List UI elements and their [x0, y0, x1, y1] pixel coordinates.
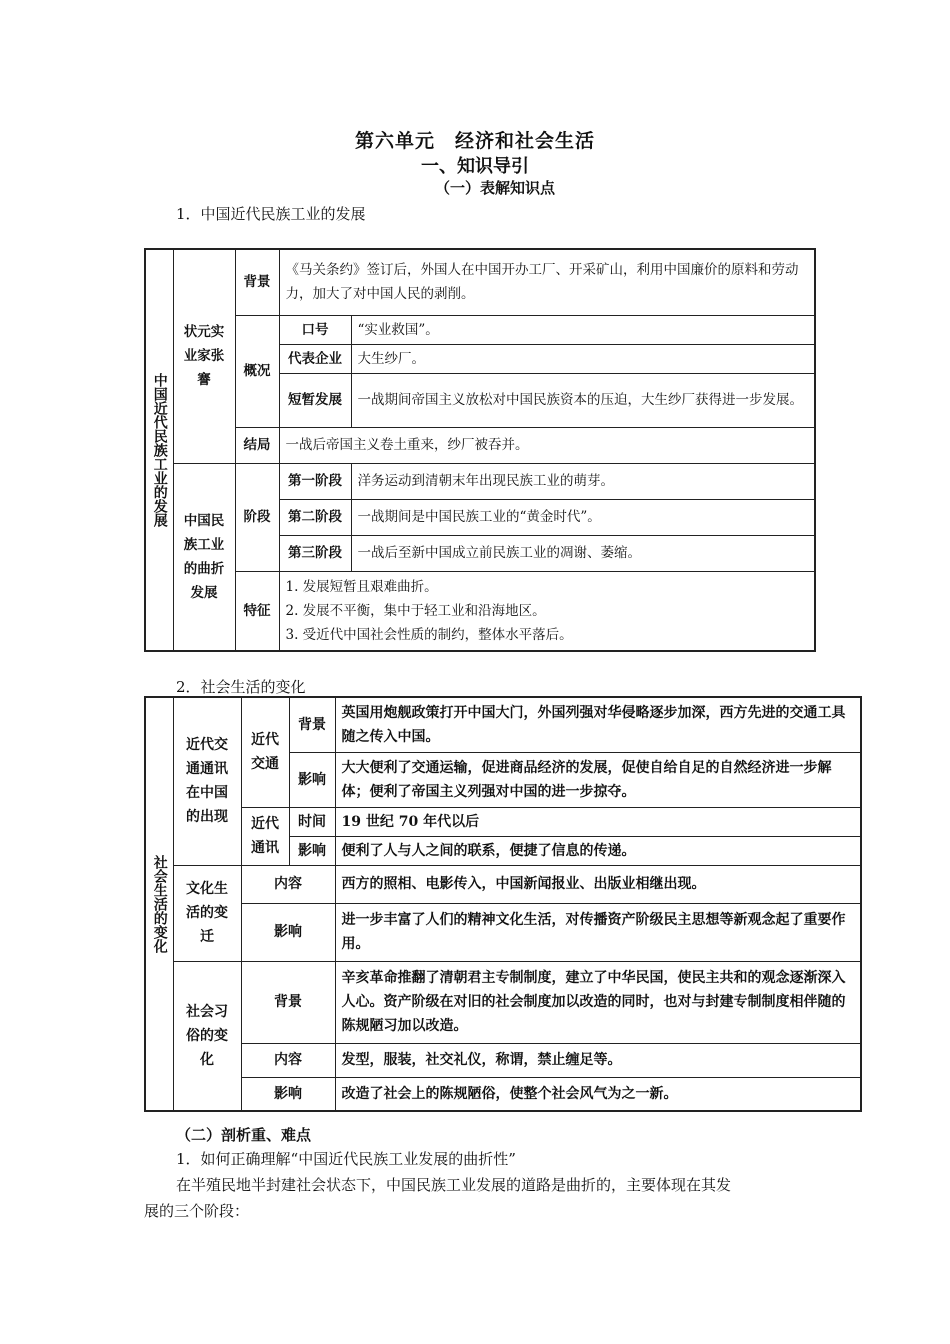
stage3-text: 一战后至新中国成立前民族工业的凋谢、萎缩。: [351, 535, 815, 571]
feature-list: [279, 571, 815, 651]
social-main-label: 社会生活的变化: [145, 697, 173, 1111]
section2-heading: 2．社会生活的变化: [176, 678, 306, 696]
section1-heading: 1．中国近代民族工业的发展: [176, 205, 366, 223]
stage1-text: 洋务运动到清朝末年出现民族工业的萌芽。: [351, 463, 815, 499]
overview-label: 概况: [235, 315, 279, 427]
rep-company-text: 大生纱厂。: [351, 344, 815, 373]
custom-effect-label: 影响: [241, 1077, 335, 1111]
stage2-text: 一战期间是中国民族工业的“黄金时代”。: [351, 499, 815, 535]
culture-content-text: 西方的照相、电影传入，中国新闻报业、出版业相继出现。: [335, 865, 861, 903]
paragraph-line-1: 在半殖民地半封建社会状态下，中国民族工业发展的道路是曲折的，主要体现在其发: [176, 1176, 732, 1194]
transport-effect-label: 影响: [289, 752, 335, 807]
industry-main-label: 中国近代民族工业的发展: [145, 249, 173, 651]
part-title: 一、知识导引: [421, 156, 529, 177]
social-life-table: [144, 696, 862, 1112]
background-text: 《马关条约》签订后，外国人在中国开办工厂、开采矿山，利用中国廉价的原料和劳动力，加大了对中国人民的剥削。: [279, 249, 815, 315]
comm-label: 近代通讯: [241, 807, 289, 865]
zigzag-dev-label: 中国民族工业的曲折发展: [173, 463, 235, 651]
paragraph-line-2: 展的三个阶段：: [144, 1202, 250, 1220]
question-1: 1．如何正确理解“中国近代民族工业发展的曲折性”: [176, 1150, 516, 1168]
industry-table: [144, 248, 816, 652]
stage-label: 阶段: [235, 463, 279, 571]
culture-content-label: 内容: [241, 865, 335, 903]
transport-effect-text: 大大便利了交通运输，促进商品经济的发展，促使自给自足的自然经济进一步解体；便利了帝国主义列强对中国的进一步掠夺。: [335, 752, 861, 807]
custom-content-text: 发型，服装，社交礼仪，称谓，禁止缠足等。: [335, 1043, 861, 1077]
zhangjian-label: 状元实业家张謇: [173, 249, 235, 463]
feature-label: 特征: [235, 571, 279, 651]
transport-bg-text: 英国用炮舰政策打开中国大门，外国列强对华侵略逐步加深，西方先进的交通工具随之传入中国。: [335, 697, 861, 752]
stage3-label: 第三阶段: [279, 535, 351, 571]
slogan-label: 口号: [279, 315, 351, 344]
sub-title: （一）表解知识点: [434, 179, 555, 197]
brief-dev-label: 短暂发展: [279, 373, 351, 427]
stage1-label: 第一阶段: [279, 463, 351, 499]
result-text: 一战后帝国主义卷土重来，纱厂被吞并。: [279, 427, 815, 463]
custom-bg-text: 辛亥革命推翻了清朝君主专制制度，建立了中华民国，使民主共和的观念逐渐深入人心。资产阶级在对旧的社会制度加以改造的同时，也对与封建专制制度相伴随的陈规陋习加以改造。: [335, 961, 861, 1043]
transport-bg-label: 背景: [289, 697, 335, 752]
brief-dev-text: 一战期间帝国主义放松对中国民族资本的压迫，大生纱厂获得进一步发展。: [351, 373, 815, 427]
custom-bg-label: 背景: [241, 961, 335, 1043]
custom-effect-text: 改造了社会上的陈规陋俗，使整个社会风气为之一新。: [335, 1077, 861, 1111]
comm-effect-text: 便利了人与人之间的联系，便捷了信息的传递。: [335, 836, 861, 865]
rep-company-label: 代表企业: [279, 344, 351, 373]
part2-heading: （二）剖析重、难点: [176, 1126, 312, 1144]
custom-label: 社会习俗的变化: [173, 961, 241, 1111]
result-label: 结局: [235, 427, 279, 463]
transport-comm-label: 近代交通通讯在中国的出现: [173, 697, 241, 865]
culture-label: 文化生活的变迁: [173, 865, 241, 961]
comm-time-text: 19 世纪 70 年代以后: [335, 807, 861, 836]
transport-label: 近代交通: [241, 697, 289, 807]
comm-time-label: 时间: [289, 807, 335, 836]
background-label: 背景: [235, 249, 279, 315]
unit-title: 第六单元 经济和社会生活: [354, 130, 595, 152]
stage2-label: 第二阶段: [279, 499, 351, 535]
culture-effect-text: 进一步丰富了人们的精神文化生活，对传播资产阶级民主思想等新观念起了重要作用。: [335, 903, 861, 961]
slogan-text: “实业救国”。: [351, 315, 815, 344]
culture-effect-label: 影响: [241, 903, 335, 961]
custom-content-label: 内容: [241, 1043, 335, 1077]
comm-effect-label: 影响: [289, 836, 335, 865]
feature-item: 2. 发展不平衡，集中于轻工业和沿海地区。: [285, 602, 546, 619]
feature-item: 1. 发展短暂且艰难曲折。: [285, 578, 438, 595]
feature-item: 3. 受近代中国社会性质的制约，整体水平落后。: [285, 626, 573, 643]
